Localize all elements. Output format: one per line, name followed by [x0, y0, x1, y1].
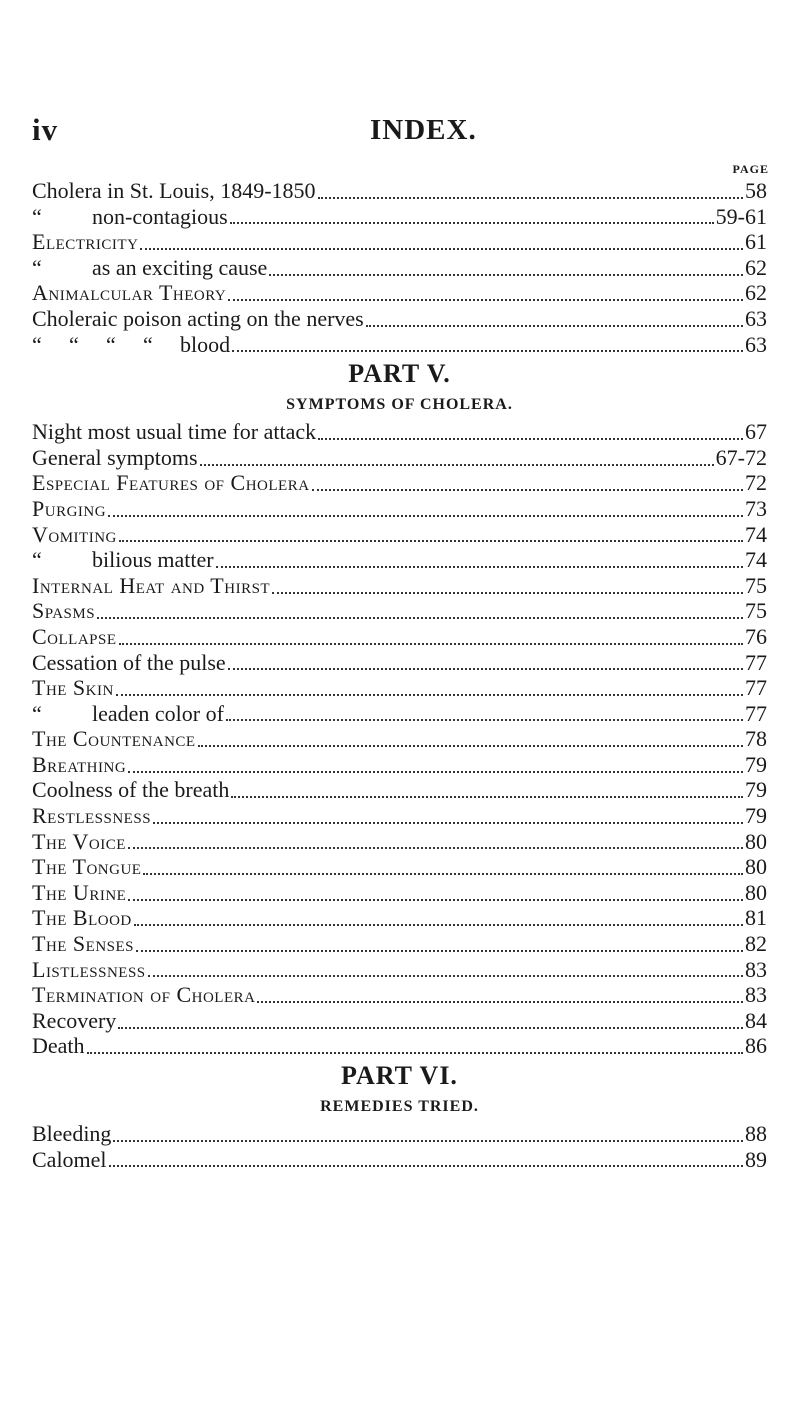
index-entry [32, 280, 767, 306]
dot-leader [257, 1001, 743, 1003]
entry-page-number: 67-72 [715, 444, 767, 470]
index-entry [32, 573, 767, 599]
index-entry [32, 204, 767, 230]
entry-label [32, 419, 316, 445]
index-entry [32, 905, 767, 931]
dot-leader [116, 694, 743, 696]
entry-page-number: 77 [745, 700, 767, 726]
entry-text: Termination of Cholera [32, 982, 256, 1008]
entry-text: Night most usual time for attack [32, 419, 317, 445]
entry-label [32, 470, 310, 496]
index-entry [32, 1121, 767, 1147]
entry-label [32, 573, 270, 599]
entry-page-number: 76 [745, 623, 767, 649]
dot-leader [148, 975, 743, 977]
entry-page-number: 81 [745, 905, 767, 931]
part-6-heading: PART VI. [341, 1061, 458, 1090]
entry-label [32, 1008, 116, 1034]
dot-leader [87, 1052, 743, 1054]
entry-text: The Blood [32, 905, 132, 931]
entry-text: Especial Features of Cholera [32, 470, 310, 496]
entry-text: The Skin [32, 675, 114, 701]
index-entry [32, 829, 767, 855]
entry-text: Spasms [32, 598, 96, 624]
entry-page-number: 75 [745, 598, 767, 624]
dot-leader [128, 899, 743, 901]
entry-page-number: 74 [745, 521, 767, 547]
index-entry [32, 496, 767, 522]
entry-block-symptoms [32, 419, 767, 1059]
entry-page-number: 79 [745, 803, 767, 829]
index-entry [32, 470, 767, 496]
part-5-heading: PART V. [348, 359, 451, 389]
index-entry [32, 1033, 767, 1059]
index-entry [32, 1147, 767, 1173]
entry-text: General symptoms [32, 444, 198, 470]
dot-leader [269, 274, 743, 276]
entry-label [32, 675, 114, 701]
entry-label [32, 1147, 107, 1173]
index-entry [32, 598, 767, 624]
index-entry [32, 255, 767, 281]
entry-label [32, 1033, 85, 1059]
entry-page-number: 67 [745, 419, 767, 445]
dot-leader [118, 1027, 743, 1029]
ditto-mark: “ [32, 254, 42, 280]
entry-text: Purging [32, 495, 107, 521]
ditto-mark: “ [69, 331, 79, 357]
dot-leader [136, 950, 743, 952]
entry-label [32, 280, 226, 306]
ditto-marks [32, 332, 180, 358]
entry-page-number: 86 [745, 1033, 767, 1059]
entry-page-number: 62 [745, 280, 767, 306]
entry-page-number: 58 [745, 178, 767, 203]
dot-leader [109, 1165, 743, 1167]
entry-text: The Senses [32, 931, 135, 957]
entry-page-number: 59-61 [715, 203, 767, 229]
dot-leader [198, 745, 743, 747]
index-entry [32, 675, 767, 701]
entry-label [32, 522, 117, 548]
entry-label [32, 650, 226, 676]
entry-label [32, 624, 117, 650]
dot-leader [232, 350, 743, 352]
entry-text: Internal Heat and Thirst [32, 572, 271, 598]
entry-block-cholera [32, 178, 767, 357]
dot-leader [230, 222, 714, 224]
entry-text: Death [32, 1033, 85, 1059]
dot-leader [143, 873, 743, 875]
entry-page-number: 73 [745, 495, 767, 521]
entry-page-number: 80 [745, 879, 767, 905]
entry-label [32, 701, 224, 727]
entry-page-number: 63 [745, 305, 767, 331]
dot-leader [153, 822, 743, 824]
dot-leader [216, 566, 743, 568]
entry-text: Recovery [32, 1007, 117, 1033]
entry-label [32, 931, 134, 957]
dot-leader [226, 719, 743, 721]
dot-leader [119, 643, 743, 645]
entry-text: Calomel [32, 1146, 107, 1172]
entry-text: The Tongue [32, 854, 142, 880]
entry-page-number: 79 [745, 777, 767, 803]
entry-page-number: 79 [745, 751, 767, 777]
entry-label [32, 332, 230, 358]
dot-leader [119, 540, 743, 542]
entry-label [32, 547, 214, 573]
dot-leader [128, 847, 743, 849]
page-title: INDEX. [370, 114, 477, 146]
entry-page-number: 80 [745, 854, 767, 880]
dot-leader [312, 489, 743, 491]
entry-text: Cholera in St. Louis, 1849-1850 [32, 178, 316, 203]
index-entry [32, 982, 767, 1008]
entry-label [32, 829, 126, 855]
index-entry [32, 650, 767, 676]
entry-label [32, 752, 126, 778]
entry-text: Cessation of the pulse [32, 649, 226, 675]
dot-leader [108, 515, 743, 517]
index-entry [32, 854, 767, 880]
entry-label [32, 306, 364, 332]
index-entry [32, 1008, 767, 1034]
part-6-subheading: REMEDIES TRIED. [320, 1098, 479, 1115]
page-column-label: PAGE [732, 162, 769, 176]
index-entry [32, 701, 767, 727]
entry-text: leaden color of [92, 700, 224, 726]
entry-label [32, 598, 95, 624]
entry-text: Vomiting [32, 521, 117, 547]
part-5-subheading: SYMPTOMS OF CHOLERA. [286, 396, 513, 414]
index-entry [32, 752, 767, 778]
entry-page-number: 89 [745, 1146, 767, 1172]
dot-leader [128, 771, 743, 773]
index-entry [32, 803, 767, 829]
entry-page-number: 72 [745, 470, 767, 496]
dot-leader [272, 592, 743, 594]
dot-leader [228, 668, 743, 670]
index-entry [32, 880, 767, 906]
entry-page-number: 63 [745, 331, 767, 357]
entry-label [32, 445, 198, 471]
entry-text: Animalcular Theory [32, 280, 227, 306]
entry-text: The Voice [32, 828, 126, 854]
entry-text: Breathing [32, 751, 127, 777]
entry-page-number: 88 [745, 1121, 767, 1146]
entry-label [32, 229, 138, 255]
entry-page-number: 83 [745, 982, 767, 1008]
index-entry [32, 931, 767, 957]
index-entry [32, 547, 767, 573]
entry-page-number: 84 [745, 1007, 767, 1033]
ditto-mark: “ [143, 331, 153, 357]
index-entry [32, 726, 767, 752]
index-entry [32, 306, 767, 332]
entry-text: Restlessness [32, 803, 152, 829]
entry-text: Electricity [32, 229, 139, 255]
entry-label [32, 957, 146, 983]
dot-leader [366, 325, 743, 327]
entry-label [32, 255, 267, 281]
index-entry [32, 229, 767, 255]
entry-block-remedies [32, 1121, 767, 1172]
index-entries [32, 178, 767, 1172]
entry-page-number: 83 [745, 956, 767, 982]
entry-label [32, 496, 106, 522]
entry-label [32, 777, 229, 803]
entry-page-number: 82 [745, 931, 767, 957]
entry-text: Bleeding [32, 1121, 112, 1146]
index-entry [32, 445, 767, 471]
entry-page-number: 77 [745, 649, 767, 675]
ditto-mark: “ [32, 700, 42, 726]
entry-text: non-contagious [92, 203, 228, 229]
entry-label [32, 803, 151, 829]
entry-text: Collapse [32, 623, 117, 649]
entry-text: Listlessness [32, 956, 146, 982]
dot-leader [97, 617, 743, 619]
entry-label [32, 905, 132, 931]
index-entry [32, 777, 767, 803]
entry-text: Coolness of the breath [32, 777, 230, 803]
entry-page-number: 61 [745, 229, 767, 255]
dot-leader [231, 796, 743, 798]
entry-text: Choleraic poison acting on the nerves [32, 305, 364, 331]
dot-leader [228, 299, 743, 301]
dot-leader [113, 1140, 743, 1142]
entry-label [32, 1121, 111, 1147]
entry-text: blood [180, 331, 231, 357]
entry-page-number: 74 [745, 547, 767, 573]
entry-label [32, 726, 196, 752]
entry-label [32, 854, 141, 880]
entry-page-number: 75 [745, 572, 767, 598]
index-entry [32, 332, 767, 358]
index-entry [32, 522, 767, 548]
dot-leader [140, 248, 743, 250]
entry-text: as an exciting cause [92, 254, 268, 280]
running-head [32, 112, 769, 148]
entry-label [32, 204, 228, 230]
index-entry [32, 957, 767, 983]
entry-label [32, 880, 126, 906]
index-entry [32, 624, 767, 650]
dot-leader [134, 924, 743, 926]
entry-label [32, 178, 316, 204]
dot-leader [318, 197, 743, 199]
entry-text: The Countenance [32, 726, 196, 752]
ditto-mark: “ [106, 331, 116, 357]
entry-text: bilious matter [92, 547, 214, 573]
entry-page-number: 62 [745, 254, 767, 280]
entry-page-number: 77 [745, 675, 767, 701]
ditto-mark: “ [32, 331, 42, 357]
entry-page-number: 80 [745, 828, 767, 854]
index-entry [32, 178, 767, 204]
entry-label [32, 982, 255, 1008]
entry-text: The Urine [32, 879, 127, 905]
page-number: iv [32, 112, 59, 147]
ditto-mark: “ [32, 203, 42, 229]
dot-leader [318, 438, 743, 440]
ditto-mark: “ [32, 547, 42, 573]
index-entry [32, 419, 767, 445]
entry-page-number: 78 [745, 726, 767, 752]
dot-leader [200, 464, 714, 466]
